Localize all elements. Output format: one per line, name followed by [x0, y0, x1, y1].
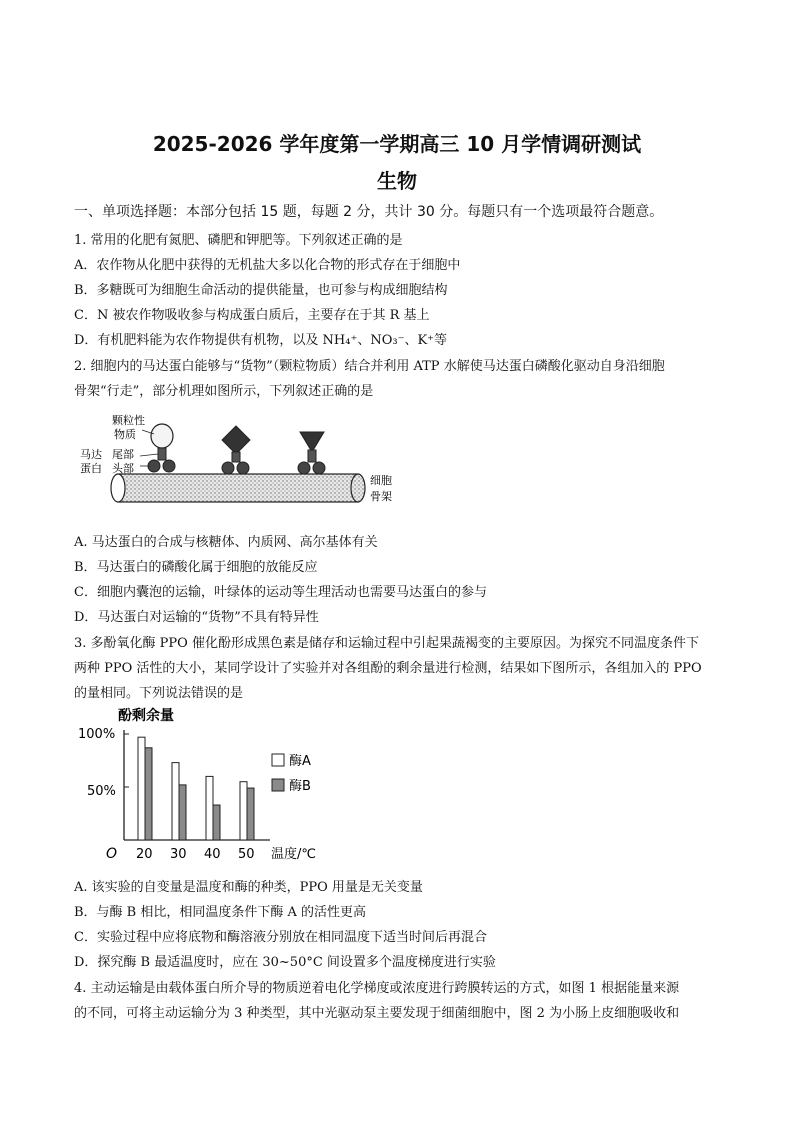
- label-particle: 颗粒性: [112, 414, 145, 427]
- q2-option-c: C．细胞内囊泡的运输，叶绿体的运动等生理活动也需要马达蛋白的参与: [74, 585, 487, 600]
- y-tick-100: 100%: [78, 727, 116, 742]
- q4-stem-line1: 4. 主动运输是由载体蛋白所介导的物质逆着电化学梯度或浓度进行跨膜转运的方式，如图 1 根据能量来源: [74, 981, 680, 996]
- label-motor-2: 蛋白: [80, 462, 102, 475]
- legend-swatch-enzyme-b: [272, 779, 284, 791]
- subject-title: 生物: [377, 169, 417, 193]
- q2-stem-line1: 2. 细胞内的马达蛋白能够与“货物”（颗粒物质）结合并利用 ATP 水解使马达蛋白磷酸化驱动自身沿细胞: [74, 359, 665, 374]
- chart-ylabel: 酚剩余量: [118, 708, 174, 724]
- label-tail: 尾部: [112, 448, 134, 461]
- label-particle-2: 物质: [114, 428, 136, 441]
- x-tick-label: 20: [136, 847, 153, 862]
- chart-xlabel: 温度/℃: [271, 847, 316, 862]
- legend-enzyme-b: 酶B: [289, 779, 311, 794]
- q3-option-d: D．探究酶 B 最适温度时，应在 30~50°C 间设置多个温度梯度进行实验: [74, 955, 496, 970]
- q2-option-b: B．马达蛋白的磷酸化属于细胞的放能反应: [74, 560, 318, 575]
- motor-protein-2: [222, 426, 250, 474]
- section-heading: 一、单项选择题：本部分包括 15 题，每题 2 分，共计 30 分。每题只有一个选项最符合题意。: [74, 204, 664, 220]
- q3-stem-line2: 两种 PPO 活性的大小，某同学设计了实验并对各组酚的剩余量进行检测，结果如下图所示，各组加入的 PPO: [74, 661, 702, 676]
- label-skeleton-2: 骨架: [370, 490, 392, 503]
- q1-option-c: C．N 被农作物吸收参与构成蛋白质后，主要存在于其 R 基上: [74, 308, 430, 323]
- q3-option-a: A. 该实验的自变量是温度和酶的种类，PPO 用量是无关变量: [74, 880, 423, 895]
- q3-stem-line3: 的量相同。下列说法错误的是: [74, 686, 244, 701]
- bar-enzyme-b-30: [179, 785, 186, 840]
- bar-enzyme-b-50: [247, 788, 254, 840]
- motor-protein-1: [148, 424, 175, 472]
- phenol-remaining-chart: [74, 702, 344, 864]
- q2-option-a: A. 马达蛋白的合成与核糖体、内质网、高尔基体有关: [74, 535, 378, 550]
- cytoskeleton-tube: [111, 474, 365, 502]
- x-tick-label: 30: [170, 847, 187, 862]
- x-tick-label: 50: [238, 847, 255, 862]
- q2-option-d: D．马达蛋白对运输的“货物”不具有特异性: [74, 610, 319, 625]
- label-motor: 马达: [80, 448, 102, 461]
- q3-stem-line1: 3. 多酚氧化酶 PPO 催化酚形成黑色素是储存和运输过程中引起果蔬褐变的主要原因。为探究不同温度条件下: [74, 636, 699, 651]
- label-head: 头部: [112, 462, 134, 475]
- bar-enzyme-b-20: [145, 748, 152, 840]
- y-tick-50: 50%: [87, 784, 116, 799]
- q1-option-d: D．有机肥料能为农作物提供有机物，以及 NH₄⁺、NO₃⁻、K⁺等: [74, 333, 448, 348]
- bar-enzyme-a-20: [138, 737, 145, 840]
- bar-enzyme-a-40: [206, 776, 213, 840]
- motor-protein-figure: [74, 408, 414, 518]
- q1-option-a: A．农作物从化肥中获得的无机盐大多以化合物的形式存在于细胞中: [74, 258, 461, 273]
- q2-stem-line2: 骨架“行走”，部分机理如图所示，下列叙述正确的是: [74, 384, 374, 399]
- legend-swatch-enzyme-a: [272, 754, 284, 766]
- q1-stem: 1. 常用的化肥有氮肥、磷肥和钾肥等。下列叙述正确的是: [74, 233, 403, 248]
- q3-option-b: B．与酶 B 相比，相同温度条件下酶 A 的活性更高: [74, 905, 367, 920]
- x-tick-label: 40: [204, 847, 221, 862]
- q1-option-b: B．多糖既可为细胞生命活动的提供能量，也可参与构成细胞结构: [74, 283, 448, 298]
- label-skeleton: 细胞: [370, 474, 392, 487]
- page-title: 2025-2026 学年度第一学期高三 10 月学情调研测试: [152, 132, 642, 156]
- legend-enzyme-a: 酶A: [289, 754, 311, 769]
- bar-enzyme-b-40: [213, 805, 220, 840]
- bar-enzyme-a-30: [172, 763, 179, 840]
- motor-protein-3: [298, 432, 325, 474]
- chart-origin: O: [106, 846, 118, 862]
- bar-enzyme-a-50: [240, 782, 247, 840]
- q3-option-c: C．实验过程中应将底物和酶溶液分别放在相同温度下适当时间后再混合: [74, 930, 487, 945]
- q4-stem-line2: 的不同，可将主动运输分为 3 种类型，其中光驱动泵主要发现于细菌细胞中，图 2 为小肠上皮细胞吸收和: [74, 1006, 680, 1021]
